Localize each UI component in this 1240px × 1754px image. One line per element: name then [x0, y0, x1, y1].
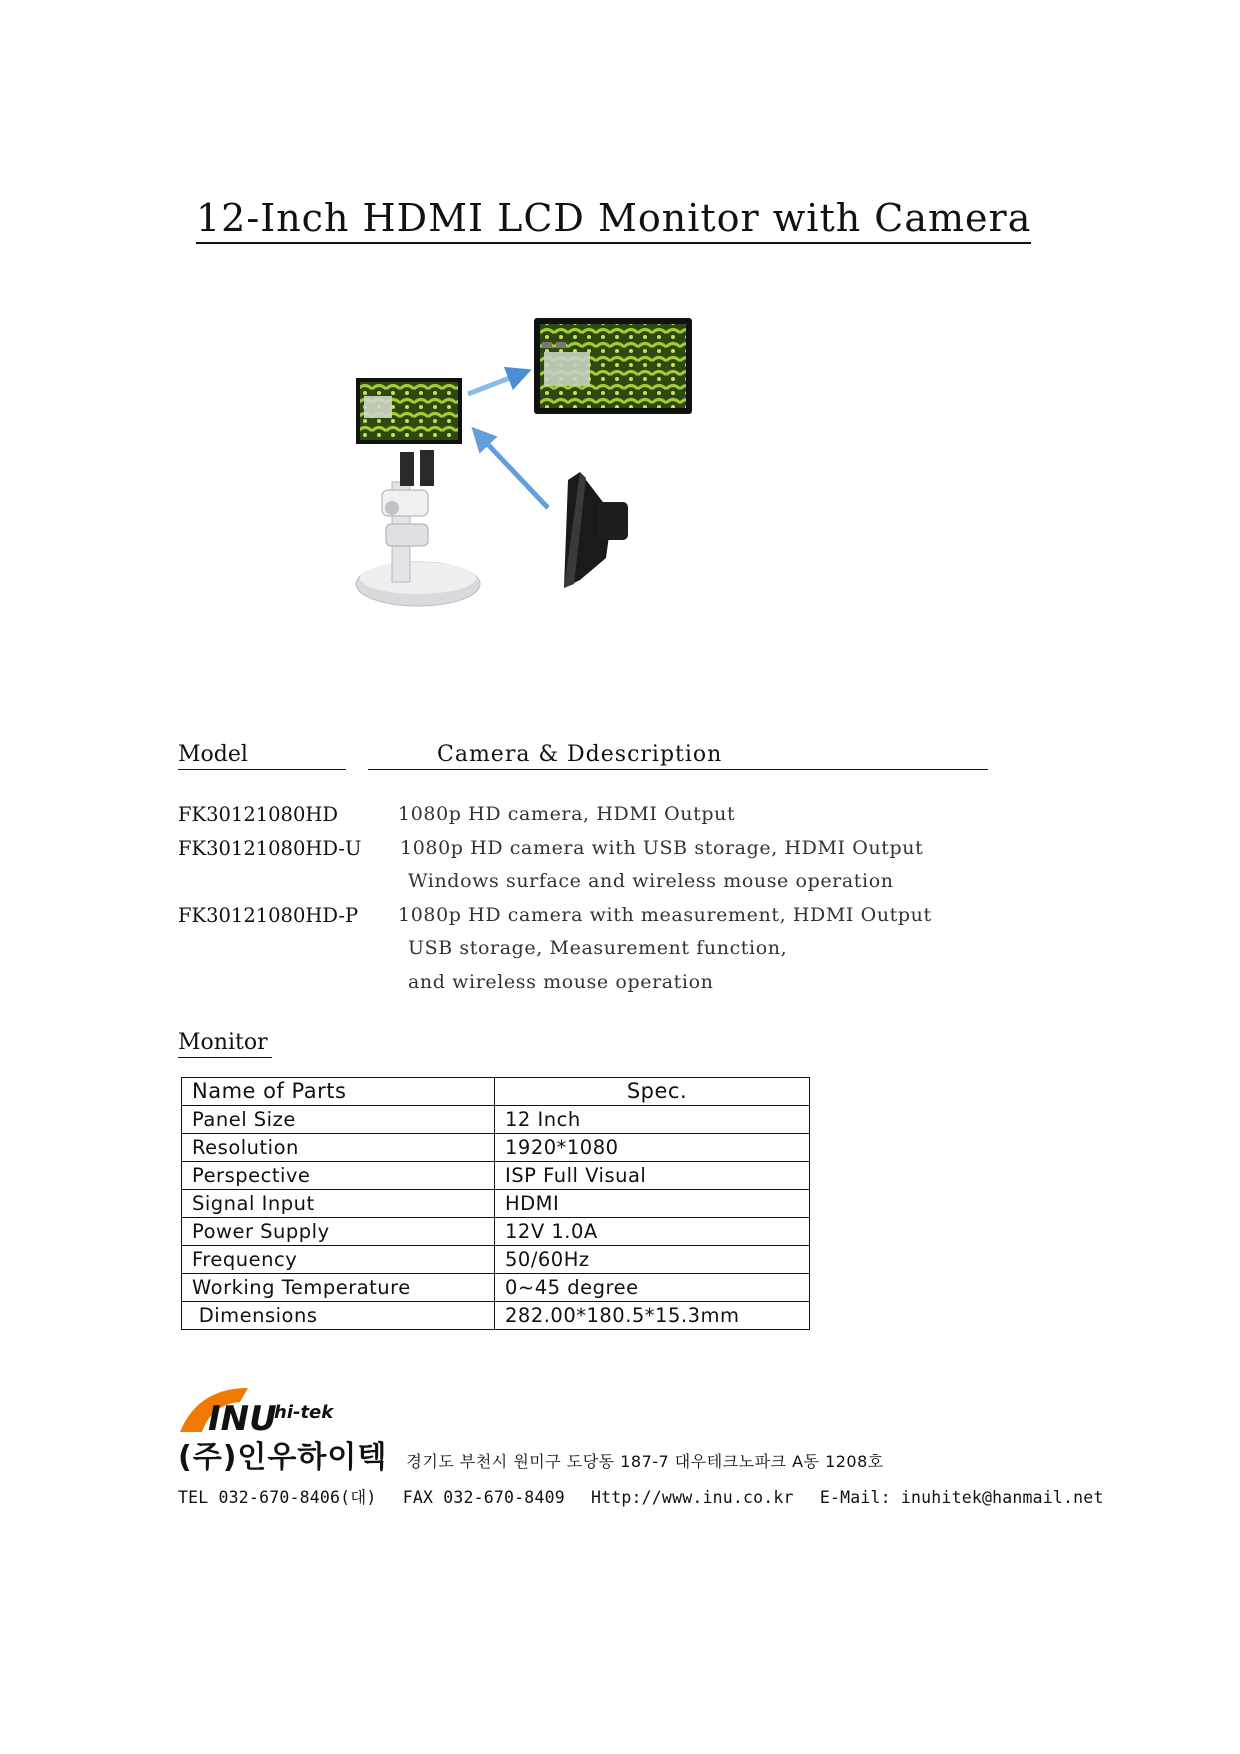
part-name: Signal Input: [182, 1190, 495, 1218]
part-spec: HDMI: [495, 1190, 810, 1218]
part-name: Resolution: [182, 1134, 495, 1162]
contact-line: [178, 1484, 1104, 1508]
arrow-to-monitor: [468, 374, 520, 394]
model-description: and wireless mouse operation: [408, 970, 714, 993]
part-name: Working Temperature: [182, 1274, 495, 1302]
model-row: [178, 832, 998, 866]
description-heading: Camera & Ddescription: [368, 742, 988, 770]
logo-text: INU: [208, 1399, 277, 1438]
part-spec: 1920*1080: [495, 1134, 810, 1162]
model-row-continued: [178, 932, 998, 966]
part-spec: ISP Full Visual: [495, 1162, 810, 1190]
model-description: 1080p HD camera with USB storage, HDMI Output: [400, 836, 924, 859]
model-description: 1080p HD camera with measurement, HDMI Output: [398, 903, 932, 926]
model-code: FK30121080HD-P: [178, 903, 359, 927]
part-name: Dimensions: [182, 1302, 495, 1330]
part-spec: 50/60Hz: [495, 1246, 810, 1274]
part-spec: 0~45 degree: [495, 1274, 810, 1302]
model-row-continued: [178, 966, 998, 1000]
microscope-image: [356, 378, 480, 606]
table-row: [182, 1246, 810, 1274]
website-link[interactable]: Http://www.inu.co.kr: [591, 1488, 794, 1507]
part-name: Frequency: [182, 1246, 495, 1274]
model-description: 1080p HD camera, HDMI Output: [398, 803, 736, 825]
model-code: FK30121080HD-U: [178, 836, 362, 860]
model-heading: Model: [178, 742, 346, 770]
column-header: Spec.: [495, 1078, 810, 1106]
column-header: Name of Parts: [182, 1078, 495, 1106]
table-row: [182, 1302, 810, 1330]
table-row: [182, 1134, 810, 1162]
part-spec: 12V 1.0A: [495, 1218, 810, 1246]
monitor-front-image: [534, 318, 692, 414]
part-spec: 12 Inch: [495, 1106, 810, 1134]
phone-number: TEL 032-670-8406(대): [178, 1488, 377, 1507]
arrow-to-microscope: [480, 436, 548, 508]
monitor-side-image: [564, 472, 628, 588]
model-description: USB storage, Measurement function,: [408, 937, 788, 959]
table-header-row: [182, 1078, 810, 1106]
logo-suffix: hi-tek: [274, 1402, 334, 1423]
part-name: Perspective: [182, 1162, 495, 1190]
table-row: [182, 1274, 810, 1302]
table-row: [182, 1106, 810, 1134]
table-row: [182, 1162, 810, 1190]
table-row: [182, 1218, 810, 1246]
monitor-spec-table: [181, 1077, 810, 1330]
page-title: 12-Inch HDMI LCD Monitor with Camera: [196, 198, 1031, 244]
model-row: [178, 798, 998, 832]
model-list: [178, 798, 998, 999]
company-name: (주)인우하이텍: [178, 1440, 388, 1475]
company-line: [178, 1432, 884, 1476]
product-illustration: [330, 312, 730, 632]
company-address: 경기도 부천시 원미구 도당동 187-7 대우테크노파크 A동 1208호: [406, 1452, 884, 1471]
email-address[interactable]: E-Mail: inuhitek@hanmail.net: [819, 1488, 1104, 1507]
company-logo: [178, 1382, 348, 1438]
fax-number: FAX 032-670-8409: [402, 1488, 565, 1507]
part-name: Panel Size: [182, 1106, 495, 1134]
model-row: [178, 899, 998, 933]
monitor-heading: Monitor: [178, 1030, 272, 1058]
part-spec: 282.00*180.5*15.3mm: [495, 1302, 810, 1330]
model-row-continued: [178, 865, 998, 899]
model-description: Windows surface and wireless mouse operation: [408, 870, 894, 892]
model-code: FK30121080HD: [178, 803, 338, 826]
part-name: Power Supply: [182, 1218, 495, 1246]
table-row: [182, 1190, 810, 1218]
